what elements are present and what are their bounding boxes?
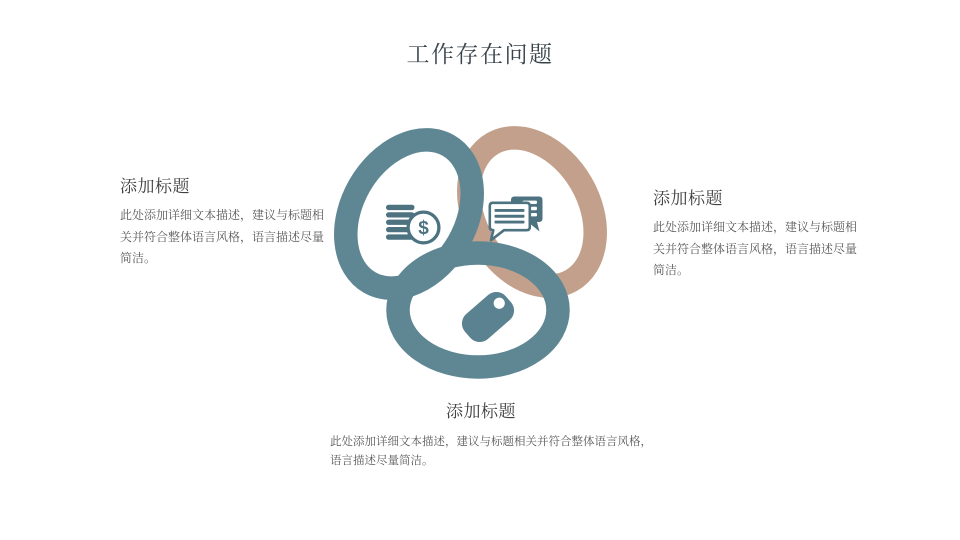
left-body-line: 简洁。 bbox=[120, 251, 157, 265]
right-body-line: 关并符合整体语言风格，语言描述尽量 bbox=[653, 241, 858, 256]
left-body-line: 此处添加详细文本描述，建议与标题相 bbox=[120, 208, 325, 222]
page-title: 工作存在问题 bbox=[406, 41, 554, 67]
left-text-block bbox=[120, 172, 335, 270]
bottom-body bbox=[330, 433, 652, 471]
bottom-body-line: 此处添加详细文本描述，建议与标题相关并符合整体语言风格， bbox=[330, 436, 652, 448]
bottom-body-line: 语言描述尽量简洁。 bbox=[330, 455, 434, 467]
dollar-symbol: $ bbox=[418, 218, 429, 239]
chat-front-lines bbox=[495, 209, 525, 224]
right-heading: 添加标题 bbox=[653, 189, 723, 208]
right-body-line: 此处添加详细文本描述，建议与标题相 bbox=[653, 220, 858, 234]
right-body-line: 简洁。 bbox=[653, 263, 690, 277]
right-body bbox=[653, 217, 863, 282]
money-icon bbox=[386, 205, 439, 243]
chat-icon bbox=[490, 197, 543, 241]
tag-body bbox=[457, 287, 519, 347]
bottom-heading: 添加标题 bbox=[446, 402, 516, 421]
left-body-line: 关并符合整体语言风格，语言描述尽量 bbox=[120, 229, 325, 244]
left-heading: 添加标题 bbox=[120, 177, 190, 196]
tag-icon bbox=[457, 287, 519, 347]
left-body bbox=[120, 205, 335, 270]
right-text-block bbox=[653, 184, 863, 282]
rings-diagram bbox=[320, 90, 650, 410]
